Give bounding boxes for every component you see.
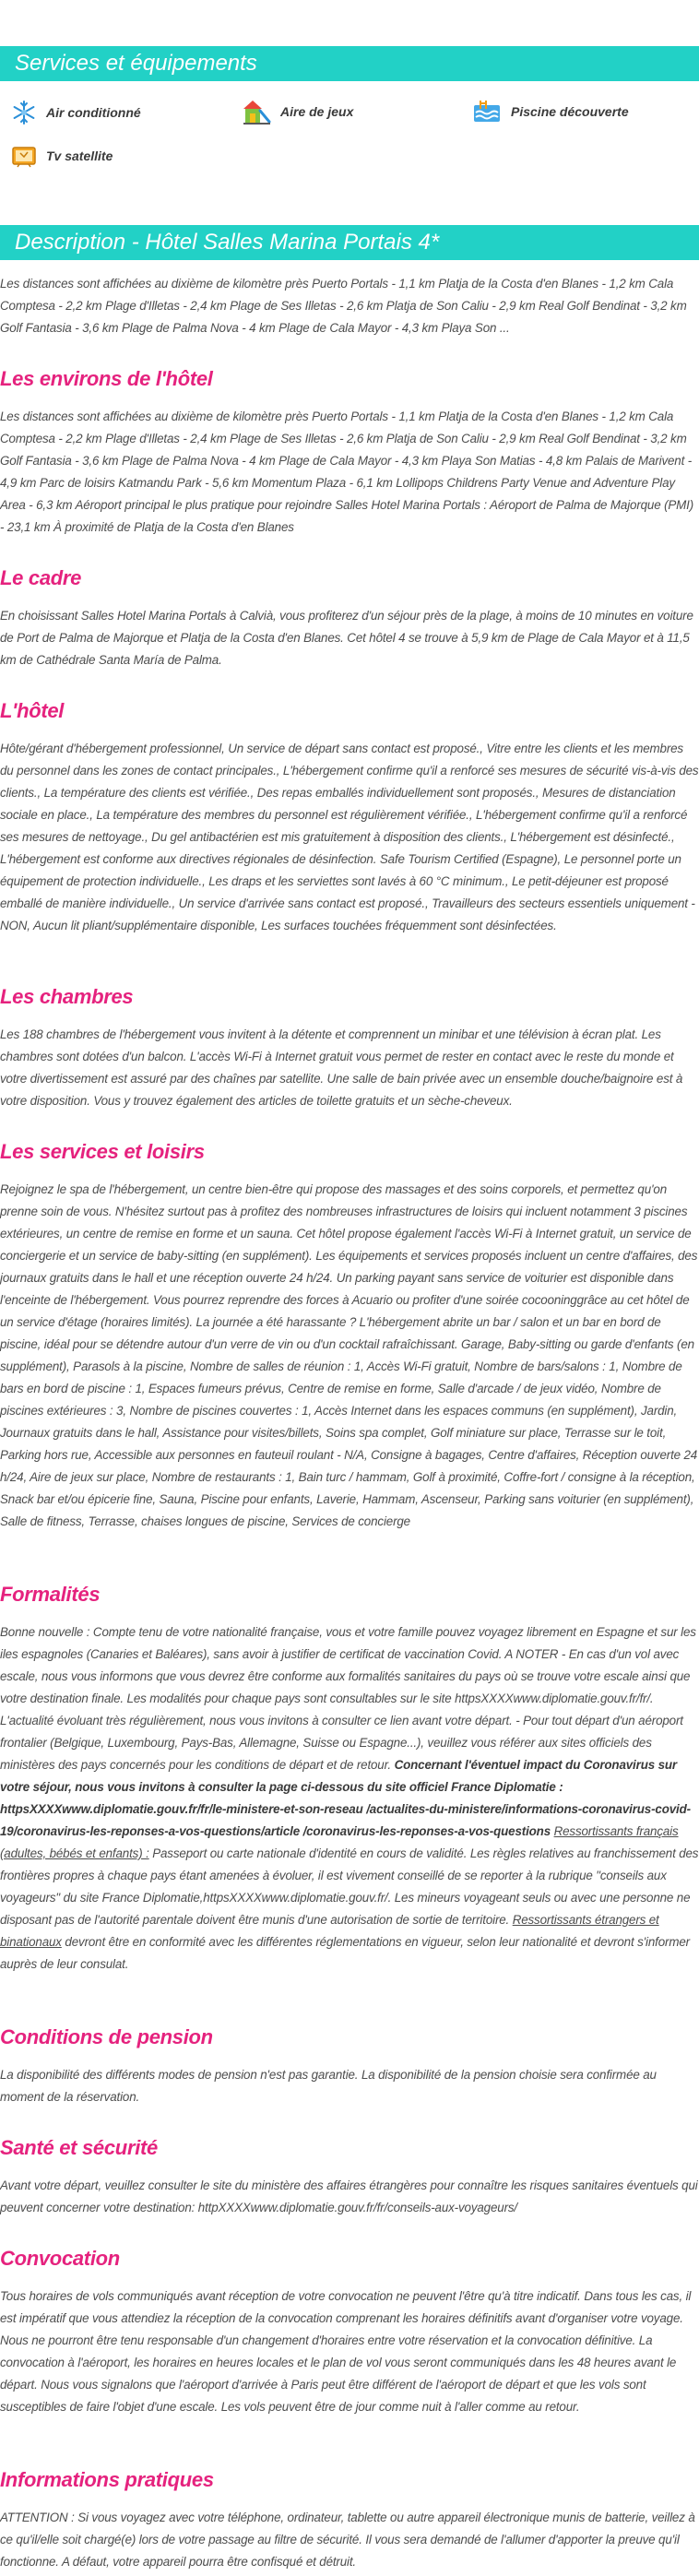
chambres-text: Les 188 chambres de l'hébergement vous invitent à la détente et comprennent un minibar et une télévision à écran plat. Les chambres sont dotées d'un balcon. L'accès Wi-Fi à Internet gratuit vous permet de rester en contact avec le reste du monde et votre divertissement est assuré par des chaînes par satellite. Une salle de bain privée avec un ensemble douche/baignoire est à votre disposition. Vous y trouvez également des articles de toilette gratuits et un sèche-cheveux. bbox=[0, 1027, 683, 1108]
snowflake-icon bbox=[11, 100, 37, 125]
amenity-label: Piscine découverte bbox=[511, 104, 629, 119]
amenity-label: Tv satellite bbox=[46, 148, 113, 163]
chambres-heading: Les chambres bbox=[0, 985, 134, 1008]
convocation-text: Tous horaires de vols communiqués avant réception de votre convocation ne peuvent l'être qu'à titre indicatif. Dans tous les cas, il est impératif que vous attendiez la réception de la convocation comprenant les horaires définitifs avant d'organiser votre voyage. Nous ne pourront être tenu responsable d'un changement d'horaires entre votre réservation et la convocation définitive. La convocation à l'aéroport, les horaires en heures locales et le plan de vol vous seront communiqués dans les 48 heures avant le départ. Nous vous signalons que l'aéroport d'arrivée à Paris peut être différent de l'aéroport de départ et que les vols sont susceptibles de faire l'objet d'une escale. Les vols peuvent être de jour comme nuit à l'aller comme au retour. bbox=[0, 2289, 692, 2414]
amenity-satellite-tv bbox=[11, 144, 113, 168]
pool-icon bbox=[472, 100, 502, 124]
amenity-playground bbox=[242, 98, 353, 125]
pratiques-heading: Informations pratiques bbox=[0, 2468, 214, 2491]
formalites-p2: Passeport ou carte nationale d'identité en cours de validité. Les règles relatives au franchissement des frontières propres à chaque pays étant amenées à évoluer, il est vivement conseillé de se reporter à la rubrique "conseils aux voyageurs" du site France Diplomatie,httpsXXXXwww.diplomatie.gouv.fr/. Les mineurs voyageant seuls ou avec une personne ne disposant pas de l'autorité parentale doivent être munis d'une autorisation de sortie de territoire. bbox=[0, 1846, 699, 1927]
formalites-text bbox=[0, 1621, 699, 1976]
formalites-p3: devront être en conformité avec les différentes réglementations en vigueur, selon leur nationalité et devront s'informer auprès de leur consulat. bbox=[0, 1935, 690, 1971]
convocation-heading: Convocation bbox=[0, 2247, 120, 2270]
pratiques-text: ATTENTION : Si vous voyagez avec votre téléphone, ordinateur, tablette ou autre appareil électronique munis de batterie, veillez à ce qu'il/elle soit chargé(e) lors de votre passage au filtre de sécurité. Il vous sera demandé de l'allumer d'apporter la preuve qu'il fonctionne. A défaut, votre appareil pourra être confisqué et détruit. bbox=[0, 2511, 695, 2569]
cadre-heading: Le cadre bbox=[0, 566, 82, 589]
amenity-label: Aire de jeux bbox=[280, 104, 354, 119]
formalites-french-nationals: Ressortissants français (adultes, bébés et enfants) : bbox=[0, 1824, 679, 1860]
sante-text: Avant votre départ, veuillez consulter le site du ministère des affaires étrangères pour connaître les risques sanitaires éventuels qui peuvent concerner votre destination: httpXXXXwww.diplomatie.gouv.fr/fr/conseils-aux-voyageurs/ bbox=[0, 2178, 698, 2214]
pension-text: La disponibilité des différents modes de pension n'est pas garantie. La disponibilité de la pension choisie sera confirmée au moment de la réservation. bbox=[0, 2068, 657, 2104]
description-intro: Les distances sont affichées au dixième de kilomètre près Puerto Portals - 1,1 km Platja de la Costa d'en Blanes - 1,2 km Cala Comptesa - 2,2 km Plage d'Illetas - 2,4 km Plage de Ses Illetas - 2,6 km Platja de Son Caliu - 2,9 km Real Golf Bendinat - 3,2 km Golf Fantasia - 3,6 km Plage de Palma Nova - 4 km Plage de Cala Mayor - 4,3 km Playa Son ... bbox=[0, 277, 687, 335]
amenity-pool bbox=[472, 100, 629, 124]
environs-text: Les distances sont affichées au dixième de kilomètre près Puerto Portals - 1,1 km Platja de la Costa d'en Blanes - 1,2 km Cala Comptesa - 2,2 km Plage d'Illetas - 2,4 km Plage de Ses Illetas - 2,6 km Platja de Son Caliu - 2,9 km Real Golf Bendinat - 3,2 km Golf Fantasia - 3,6 km Plage de Palma Nova - 4 km Plage de Cala Mayor - 4,3 km Playa Son Matias - 4,8 km Palais de Marivent - 4,9 km Parc de loisirs Katmandu Park - 5,6 km Momentum Plaza - 6,1 km Lollipops Childrens Party Venue and Adventure Play Area - 6,3 km Aéroport principal le plus pratique pour rejoindre Salles Hotel Marina Portals : Aéroport de Palma de Majorque (PMI) - 23,1 km À proximité de Platja de la Costa d'en Blanes bbox=[0, 410, 694, 534]
formalites-heading: Formalités bbox=[0, 1583, 101, 1606]
tv-icon bbox=[11, 144, 37, 168]
description-title: Description - Hôtel Salles Marina Portais 4* bbox=[0, 225, 699, 260]
amenity-air-conditioning bbox=[11, 100, 141, 125]
playground-icon bbox=[242, 98, 271, 125]
formalites-foreign-nationals: Ressortissants étrangers et binationaux bbox=[0, 1913, 659, 1949]
sante-heading: Santé et sécurité bbox=[0, 2136, 158, 2159]
hotel-heading: L'hôtel bbox=[0, 699, 65, 722]
pension-heading: Conditions de pension bbox=[0, 2025, 213, 2048]
environs-heading: Les environs de l'hôtel bbox=[0, 367, 213, 390]
cadre-text: En choisissant Salles Hotel Marina Portals à Calvià, vous profiterez d'un séjour près de la plage, à moins de 10 minutes en voiture de Port de Palma de Majorque et Platja de la Costa d'en Blanes. Cet hôtel 4 se trouve à 5,9 km de Plage de Cala Mayor et à 11,5 km de Cathédrale Santa María de Palma. bbox=[0, 609, 693, 667]
formalites-coronavirus-notice: Concernant l'éventuel impact du Coronavirus sur votre séjour, nous vous invitons à consulter la page ci-dessous du site officiel France Diplomatie : httpsXXXXwww.diplomatie.gouv.fr/fr/le-ministere-et-son-reseau /actualites-du-ministere/informations-coronavirus-covid-19/coronavirus-les-reponses-a-vos-questions/article /coronavirus-les-reponses-a-vos-questions bbox=[0, 1758, 691, 1838]
hotel-text: Hôte/gérant d'hébergement professionnel, Un service de départ sans contact est proposé., Vitre entre les clients et les membres du personnel dans les zones de contact principales., L'hébergement confirme qu'il a renforcé ses mesures de sécurité vis-à-vis des clients., La température des clients est vérifiée., Des repas emballés individuellement sont proposés., Mesures de distanciation sociale en place., La température des membres du personnel est régulièrement vérifiée., L'hébergement confirme qu'il a renforcé ses mesures de nettoyage., Du gel antibactérien est mis gratuitement à disposition des clients., L'hébergement est désinfecté., L'hébergement est conforme aux directives régionales de désinfection. Safe Tourism Certified (Espagne), Le personnel porte un équipement de protection individuelle., Les draps et les serviettes sont lavés à 60 °C minimum., Le petit-déjeuner est proposé emballé de manière individuelle., Un service d'arrivée sans contact est proposé., Travailleurs des secteurs essentiels uniquement - NON, Aucun lit pliant/supplémentaire disponible, Les surfaces touchées fréquemment sont désinfectées. bbox=[0, 742, 699, 932]
formalites-p1: Bonne nouvelle : Compte tenu de votre nationalité française, vous et votre famille pouvez voyagez librement en Espagne et sur les iles espagnoles (Canaries et Baléares), sans avoir à justifier de certificat de vaccination Covid. A NOTER - En cas d'un vol avec escale, nous vous informons que vous devrez être conforme aux formalités sanitaires du pays où se trouve votre escale ainsi que votre destination finale. Les modalités pour chaque pays sont consultables sur le site httpsXXXXwww.diplomatie.gouv.fr/fr/. L'actualité évoluant très régulièrement, nous vous invitons à consulter ce lien avant votre départ. - Pour tout départ d'un aéroport frontalier (Belgique, Luxembourg, Pays-Bas, Allemagne, Suisse ou Espagne...), veuillez vous référer aux sites officiels des ministères des pays concernés pour les conditions de départ et de retour. bbox=[0, 1625, 696, 1772]
loisirs-text: Rejoignez le spa de l'hébergement, un centre bien-être qui propose des massages et des soins corporels, et permettez qu'on prenne soin de vous. N'hésitez surtout pas à profitez des nombreuses infrastructures de loisirs qui incluent notamment 3 piscines extérieures, un centre de remise en forme et un sauna. Cet hôtel propose également l'accès Wi-Fi à Internet gratuit, un service de conciergerie et un service de baby-sitting (en supplément). Les équipements et services proposés incluent un centre d'affaires, des journaux gratuits dans le hall et une réception ouverte 24 h/24. Un parking payant sans service de voiturier est disponible dans l'enceinte de l'hébergement. Vous pourrez reprendre des forces à Acuario ou profiter d'une soirée cocooninggrâce au cet hôtel de un service d'étage (horaires limités). La journée a été harassante ? L'hébergement abrite un bar / salon et un bar en bord de piscine, idéal pour se détendre autour d'un verre de vin ou d'un cocktail rafraîchissant. Garage, Baby-sitting ou garde d'enfants (en supplément), Parasols à la piscine, Nombre de salles de réunion : 1, Accès Wi-Fi gratuit, Nombre de bars/salons : 1, Nombre de bars en bord de piscine : 1, Espaces fumeurs prévus, Centre de remise en forme, Salle d'arcade / de jeux vidéo, Nombre de piscines extérieures : 3, Nombre de piscines couvertes : 1, Accès Internet dans les espaces communs (en supplément), Jardin, Journaux gratuits dans le hall, Assistance pour visites/billets, Soins spa complet, Golf miniature sur place, Terrasse sur le toit, Parking hors rue, Accessible aux personnes en fauteuil roulant - N/A, Consigne à bagages, Centre d'affaires, Réception ouverte 24 h/24, Aire de jeux sur place, Nombre de restaurants : 1, Bain turc / hammam, Golf à proximité, Coffre-fort / consigne à la réception, Snack bar et/ou épicerie fine, Sauna, Piscine pour enfants, Laverie, Hammam, Ascenseur, Parking sans voiturier (en supplément), Salle de fitness, Terrasse, chaises longues de piscine, Services de concierge bbox=[0, 1182, 698, 1528]
loisirs-heading: Les services et loisirs bbox=[0, 1140, 205, 1163]
services-title: Services et équipements bbox=[0, 46, 699, 81]
amenity-label: Air conditionné bbox=[46, 105, 141, 120]
